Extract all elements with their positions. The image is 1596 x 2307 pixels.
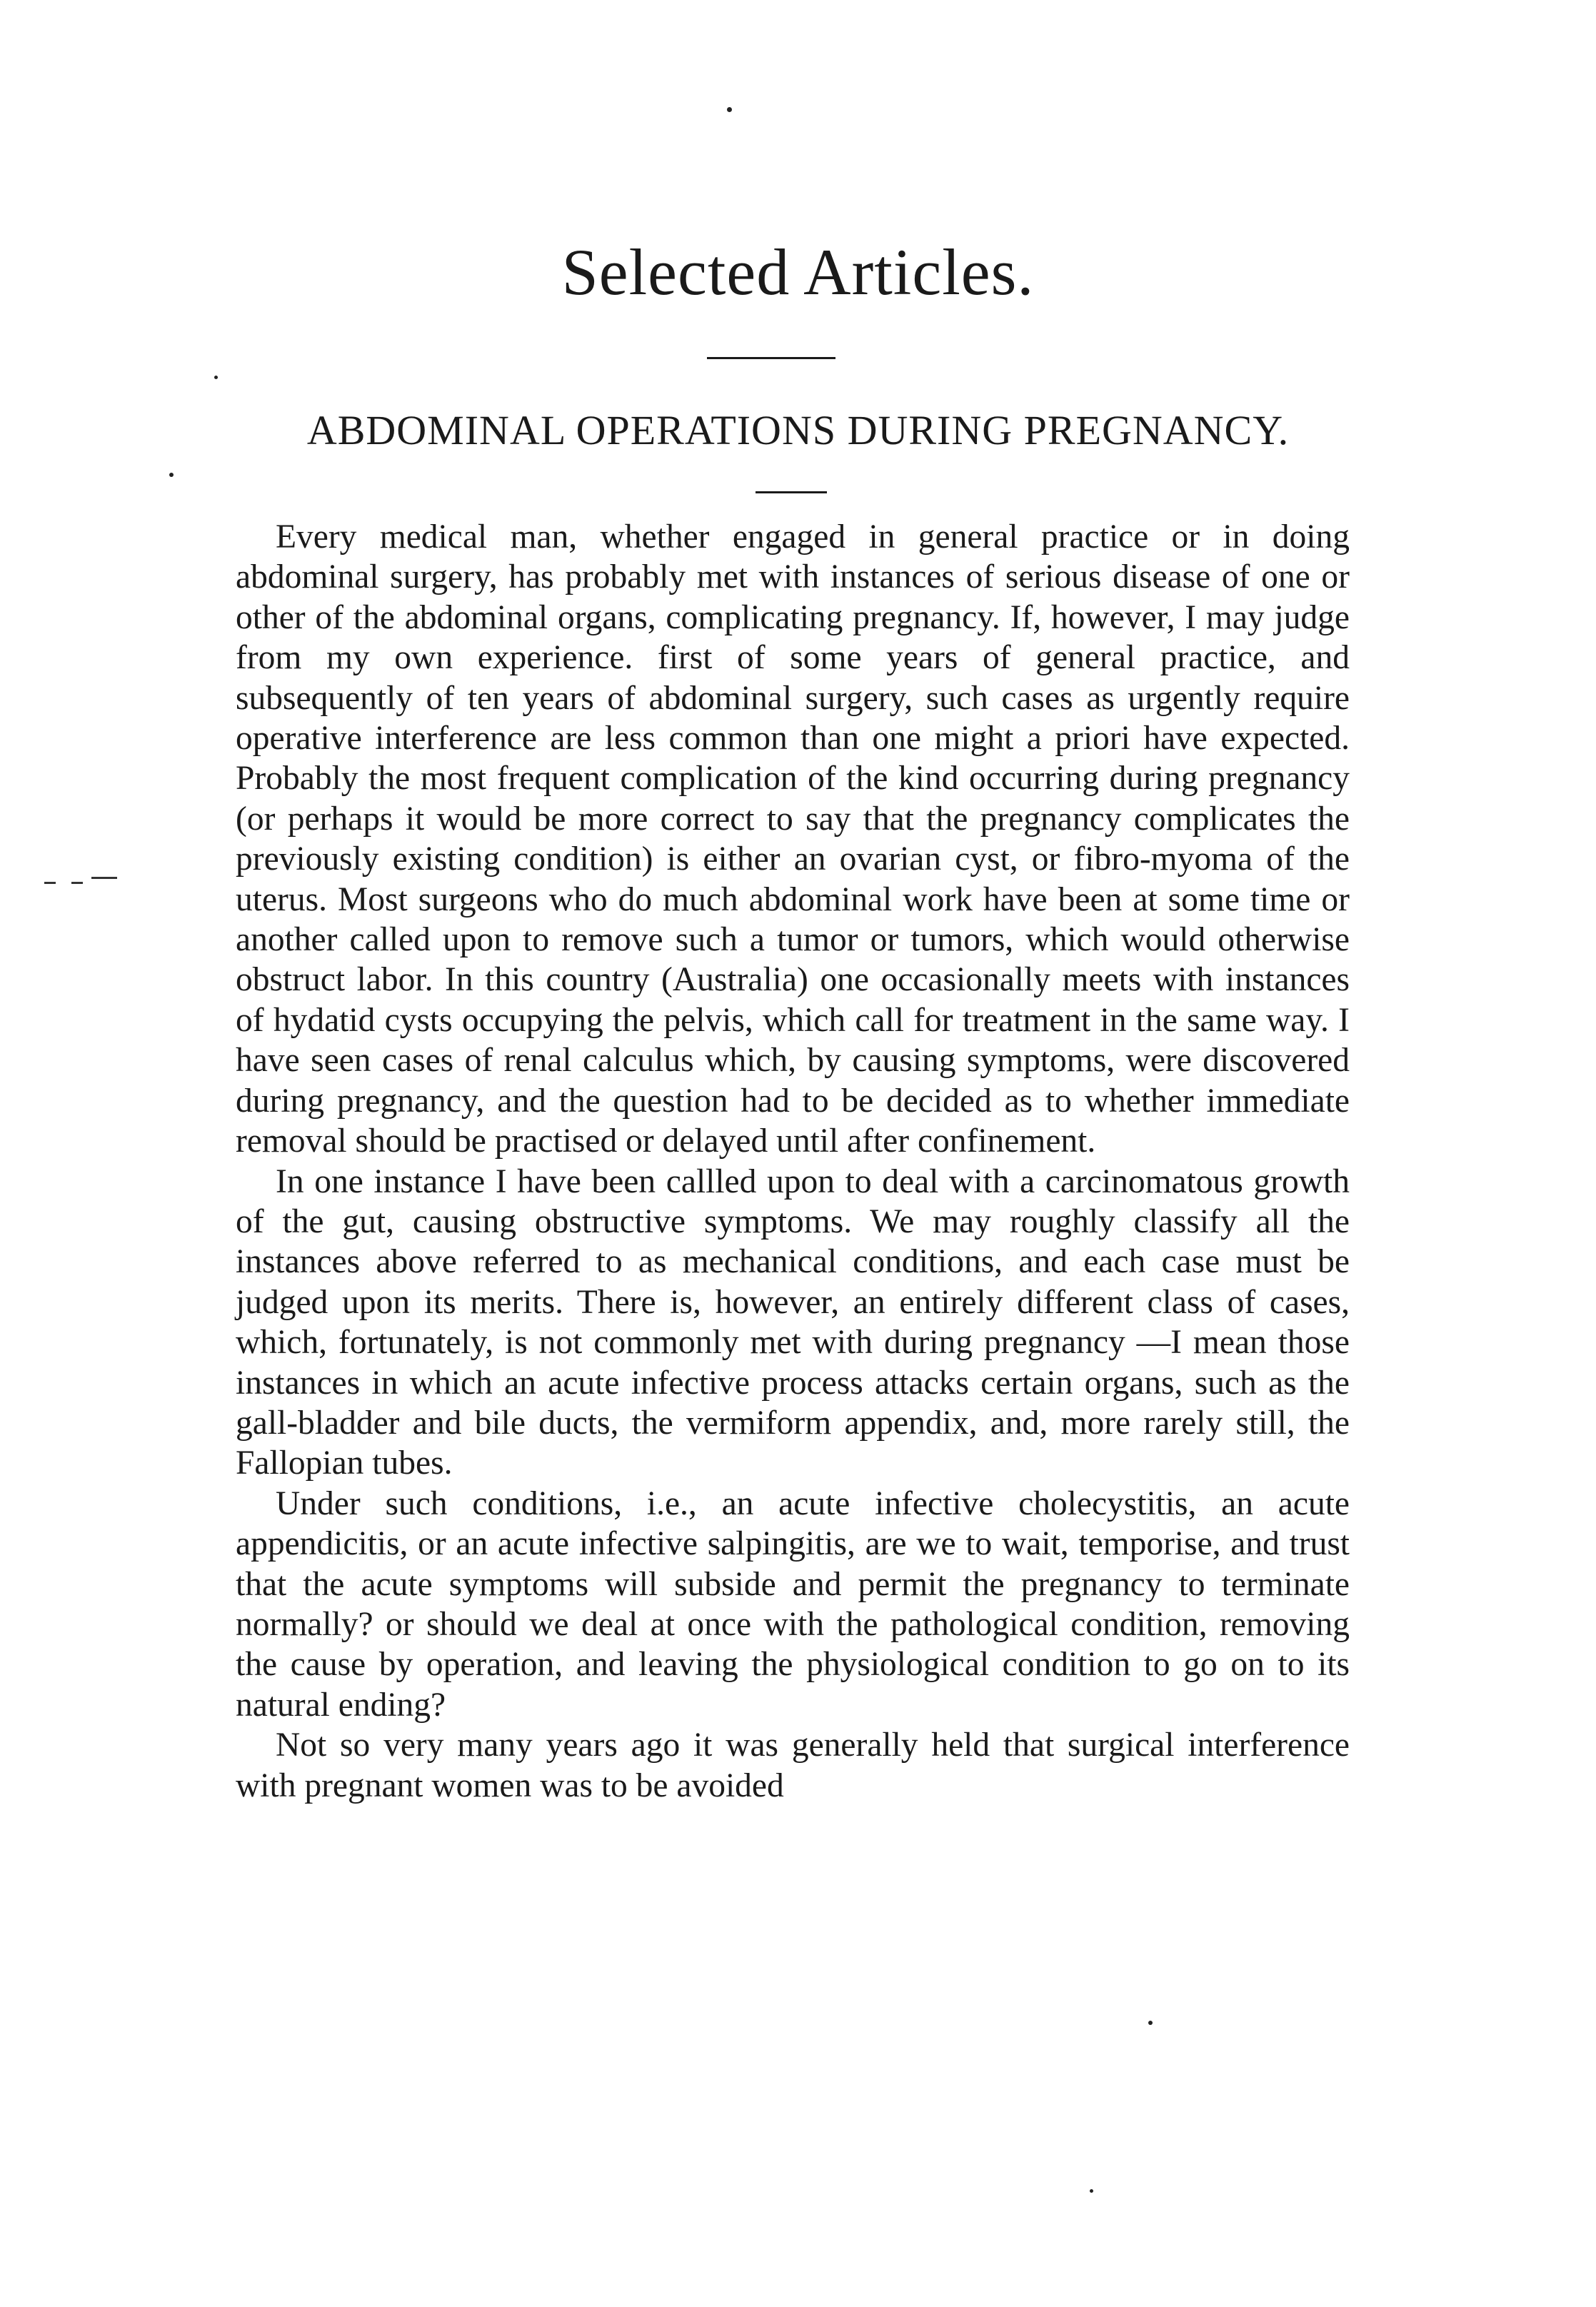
scan-speck xyxy=(169,473,174,477)
paragraph-1: Every medical man, whether engaged in general practice or in doing abdominal surgery, has probably met with instances of serious disease of one or other of the abdominal organs, complicating pregnancy. If, however, I may judge from my own experience. first of some years of general practice, and subsequently of ten years of abdominal surgery, such cases as urgently require operative interference are less common than one might a priori have expected. Probably the most frequent complication of the kind occurring during pregnancy (or perhaps it would be more correct to say that the pregnancy complicates the previously existing condition) is either an ovarian cyst, or fibro-myoma of the uterus. Most surgeons who do much abdominal work have been at some time or another called upon to remove such a tumor or tumors, which would otherwise obstruct labor. In this country (Australia) one occasionally meets with instances of hydatid cysts occupying the pelvis, which call for treatment in the same way. I have seen cases of renal calculus which, by causing symptoms, were discovered during pregnancy, and the question had to be decided as to whether immediate removal should be practised or delayed until after confinement. xyxy=(236,518,1350,1160)
article-title: ABDOMINAL OPERATIONS DURING PREGNANCY. xyxy=(306,407,1290,453)
scan-mark xyxy=(71,882,83,884)
article-body xyxy=(236,517,1350,1806)
scan-speck xyxy=(214,376,218,379)
scan-speck xyxy=(727,107,732,112)
scan-mark xyxy=(91,877,117,879)
paragraph-2: In one instance I have been callled upon to deal with a carcinomatous growth of the gut, causing obstructive symptoms. We may roughly classify all the instances above referred to as mechanical conditions, and each case must be judged upon its merits. There is, however, an entirely different class of cases, which, fortunately, is not commonly met with during pregnancy —I mean those instances in which an acute infective process attacks certain organs, such as the gall-bladder and bile ducts, the vermiform appendix, and, more rarely still, the Fallopian tubes. xyxy=(236,1162,1350,1482)
paragraph-4: Not so very many years ago it was generally held that surgical interference with pregnant women was to be avoided xyxy=(236,1727,1350,1804)
title-divider xyxy=(756,491,827,493)
scan-speck xyxy=(1148,2021,1153,2025)
paragraph-3: Under such conditions, i.e., an acute infective cholecystitis, an acute appendicitis, or an acute infective salpingitis, are we to wait, temporise, and trust that the acute symptoms will subside and permit the pregnancy to terminate normally? or should we deal at once with the pathological condition, removing the cause by operation, and leaving the physiological condition to go on to its natural ending? xyxy=(236,1484,1350,1724)
heading-divider xyxy=(707,357,835,359)
scan-mark xyxy=(44,882,56,884)
section-heading: Selected Articles. xyxy=(561,236,1035,308)
scan-speck xyxy=(1090,2189,1093,2193)
